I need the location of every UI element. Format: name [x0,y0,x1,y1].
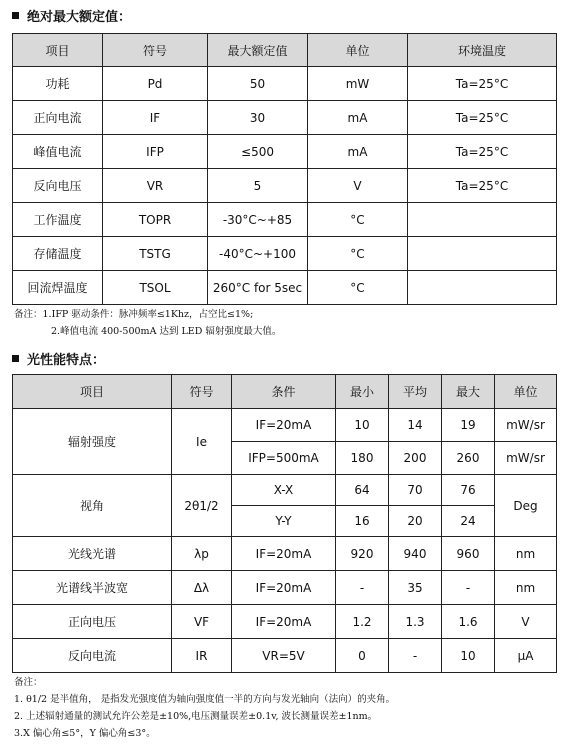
cell: Ta=25°C [408,135,557,169]
cell: 19 [442,409,495,442]
cell: °C [308,271,408,305]
header-cell: 平均 [389,375,442,409]
header-cell: 最大额定值 [208,34,308,67]
cell: Ta=25°C [408,67,557,101]
section2-title: 光性能特点： [12,349,105,368]
optical-characteristics-table [12,374,557,673]
cell: X-X [232,475,336,506]
cell: 10 [442,639,495,673]
cell: - [336,571,389,605]
table-header-row [13,34,557,67]
table-row [13,101,557,135]
cell: 光谱线半波宽 [13,571,172,605]
table-row [13,203,557,237]
cell: 20 [389,506,442,537]
table-row [13,67,557,101]
cell: 1.2 [336,605,389,639]
cell: IF=20mA [232,571,336,605]
cell: 920 [336,537,389,571]
cell: TOPR [103,203,208,237]
cell: 辐射强度 [13,409,172,475]
cell: 30 [208,101,308,135]
table-row [13,135,557,169]
cell: 180 [336,442,389,475]
cell: mW/sr [495,442,557,475]
cell: 2θ1/2 [172,475,232,537]
table-row [13,475,557,506]
table-row [13,639,557,673]
note-line: 备注：1.IFP 驱动条件：脉冲频率≤1Khz，占空比≤1%; [14,309,254,320]
cell: VF [172,605,232,639]
cell: nm [495,571,557,605]
cell: Ta=25°C [408,101,557,135]
section2-notes [14,674,395,742]
cell: IF=20mA [232,537,336,571]
cell: 功耗 [13,67,103,101]
cell: 1.3 [389,605,442,639]
cell: Deg [495,475,557,537]
cell: 64 [336,475,389,506]
cell: ≤500 [208,135,308,169]
table-row [13,271,557,305]
header-cell: 符号 [172,375,232,409]
table-row [13,409,557,442]
cell: Ta=25°C [408,169,557,203]
cell: mW/sr [495,409,557,442]
cell: 50 [208,67,308,101]
cell: Pd [103,67,208,101]
cell: 正向电流 [13,101,103,135]
cell: mW [308,67,408,101]
cell: 16 [336,506,389,537]
cell [408,203,557,237]
cell: mA [308,101,408,135]
cell: IR [172,639,232,673]
cell: 0 [336,639,389,673]
cell [408,271,557,305]
table-header-row [13,375,557,409]
cell: -30°C~+85 [208,203,308,237]
note-line: 备注： [14,677,43,688]
cell: 1.6 [442,605,495,639]
section1-title: 绝对最大额定值： [12,6,131,25]
header-cell: 最大 [442,375,495,409]
cell: IFP=500mA [232,442,336,475]
header-cell: 单位 [308,34,408,67]
cell: 14 [389,409,442,442]
header-cell: 符号 [103,34,208,67]
header-cell: 条件 [232,375,336,409]
cell: 35 [389,571,442,605]
cell: 76 [442,475,495,506]
cell: mA [308,135,408,169]
cell: 峰值电流 [13,135,103,169]
bullet-square-icon [12,12,19,19]
cell: 260 [442,442,495,475]
bullet-square-icon [12,355,19,362]
cell: 光线光谱 [13,537,172,571]
absolute-max-ratings-table [12,33,557,305]
cell: 反向电流 [13,639,172,673]
cell: - [389,639,442,673]
cell: 940 [389,537,442,571]
cell: VR [103,169,208,203]
cell: 5 [208,169,308,203]
cell: 反向电压 [13,169,103,203]
cell: 存储温度 [13,237,103,271]
cell: 260°C for 5sec [208,271,308,305]
cell: Ie [172,409,232,475]
cell: - [442,571,495,605]
cell: 工作温度 [13,203,103,237]
cell: -40°C~+100 [208,237,308,271]
cell: 24 [442,506,495,537]
cell: Δλ [172,571,232,605]
header-cell: 单位 [495,375,557,409]
cell: 回流焊温度 [13,271,103,305]
section1-notes [14,306,281,340]
cell: °C [308,237,408,271]
header-cell: 项目 [13,375,172,409]
cell: μA [495,639,557,673]
cell: VR=5V [232,639,336,673]
cell: 70 [389,475,442,506]
cell: Y-Y [232,506,336,537]
cell: 960 [442,537,495,571]
note-line: 1. θ1/2 是半值角， 是指发光强度值为轴向强度值一半的方向与发光轴向（法向）的夹角。 [14,694,396,705]
header-cell: 环境温度 [408,34,557,67]
table-row [13,605,557,639]
cell: λp [172,537,232,571]
cell: IFP [103,135,208,169]
note-line: 2. 上述辐射通量的测试允许公差是±10%,电压测量误差±0.1v, 波长测量误差±1nm。 [14,711,378,722]
cell: V [308,169,408,203]
cell: IF [103,101,208,135]
table-row [13,237,557,271]
table-row [13,169,557,203]
note-line: 3.X 偏心角≤5°，Y 偏心角≤3°。 [14,728,156,739]
cell: TSOL [103,271,208,305]
cell: IF=20mA [232,605,336,639]
table-row [13,537,557,571]
header-cell: 项目 [13,34,103,67]
cell: IF=20mA [232,409,336,442]
cell: TSTG [103,237,208,271]
note-line: 2.峰值电流 400-500mA 达到 LED 辐射强度最大值。 [51,326,282,337]
cell: 正向电压 [13,605,172,639]
cell [408,237,557,271]
cell: nm [495,537,557,571]
header-cell: 最小 [336,375,389,409]
cell: 视角 [13,475,172,537]
cell: 10 [336,409,389,442]
cell: V [495,605,557,639]
cell: 200 [389,442,442,475]
cell: °C [308,203,408,237]
table-row [13,571,557,605]
